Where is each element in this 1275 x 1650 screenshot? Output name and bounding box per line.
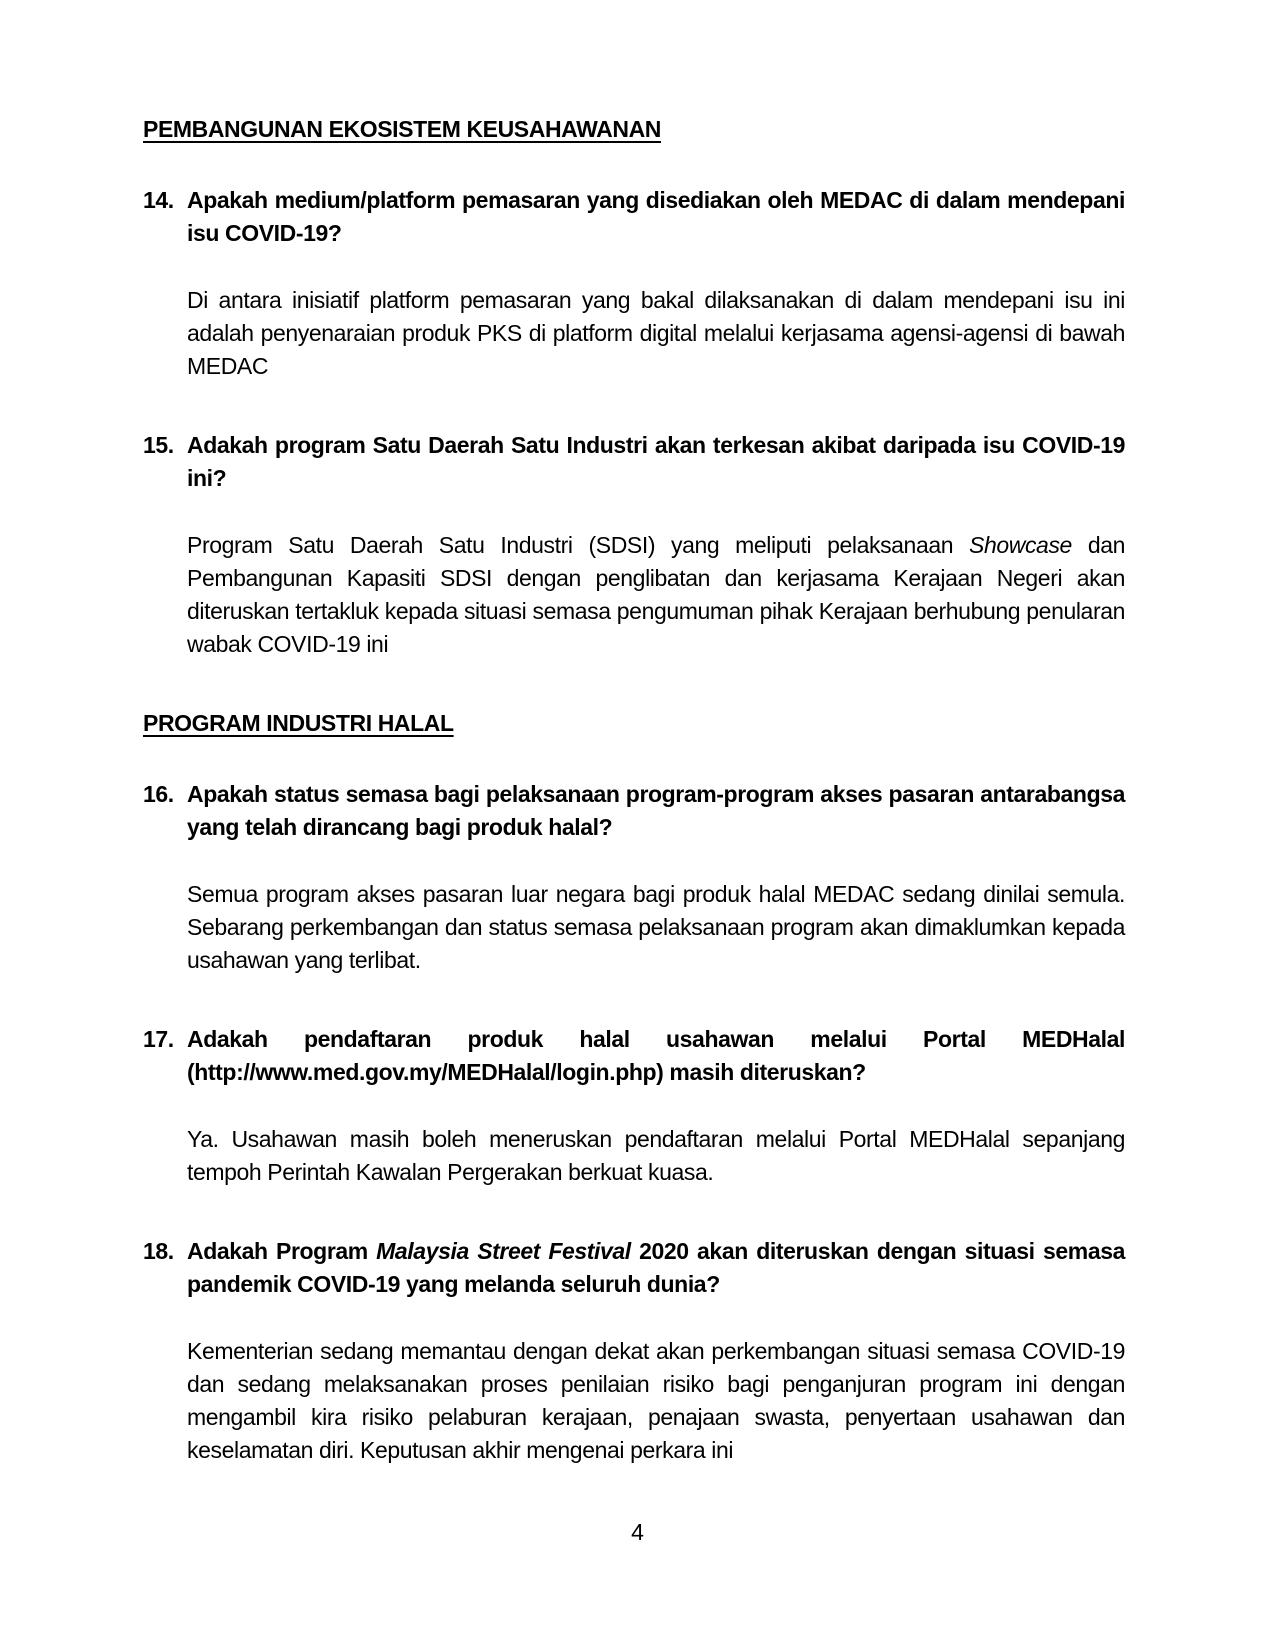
faq-item-17 — [143, 1023, 1125, 1189]
answer-text: Program Satu Daerah Satu Industri (SDSI) yang meliputi pelaksanaan Showcase dan Pembangunan Kapasiti SDSI dengan penglibatan dan kerjasama Kerajaan Negeri akan diteruskan tertakluk kepada situasi semasa pengumuman pihak Kerajaan berhubung penularan wabak COVID-19 ini — [187, 532, 1125, 657]
section-heading-program-industri-halal: PROGRAM INDUSTRI HALAL — [143, 710, 454, 736]
page-number: 4 — [631, 1519, 644, 1545]
faq-item-15 — [143, 429, 1125, 661]
answer-text: Ya. Usahawan masih boleh meneruskan pendaftaran melalui Portal MEDHalal sepanjang tempoh Perintah Kawalan Pergerakan berkuat kuasa. — [187, 1126, 1125, 1185]
faq-item-14 — [143, 184, 1125, 383]
question-text: Adakah pendaftaran produk halal usahawan melalui Portal MEDHalal (http://www.med.gov.my/MEDHalal/login.php) masih diteruskan? — [187, 1026, 1125, 1085]
faq-item-16 — [143, 778, 1125, 977]
faq-item-18 — [143, 1235, 1125, 1467]
question-text: Adakah program Satu Daerah Satu Industri akan terkesan akibat daripada isu COVID-19 ini? — [187, 432, 1125, 491]
question-number: 17. — [143, 1026, 174, 1052]
question-number: 16. — [143, 781, 174, 807]
question-14 — [143, 184, 1125, 250]
question-17 — [143, 1023, 1125, 1089]
question-text: Apakah status semasa bagi pelaksanaan program-program akses pasaran antarabangsa yang telah dirancang bagi produk halal? — [187, 781, 1125, 840]
question-number: 15. — [143, 432, 174, 458]
section-heading-pembangunan-ekosistem: PEMBANGUNAN EKOSISTEM KEUSAHAWANAN — [143, 116, 661, 142]
answer-text: Di antara inisiatif platform pemasaran yang bakal dilaksanakan di dalam mendepani isu ini adalah penyenaraian produk PKS di platform digital melalui kerjasama agensi-agensi di bawah MEDAC — [187, 287, 1125, 379]
question-18 — [143, 1235, 1125, 1301]
question-16 — [143, 778, 1125, 844]
answer-text: Kementerian sedang memantau dengan dekat akan perkembangan situasi semasa COVID-19 dan sedang melaksanakan proses penilaian risiko bagi penganjuran program ini dengan mengambil kira risiko pelaburan kerajaan, penajaan swasta, penyertaan usahawan dan keselamatan diri. Keputusan akhir mengenai perkara ini — [187, 1338, 1125, 1463]
question-number: 14. — [143, 187, 174, 213]
answer-text: Semua program akses pasaran luar negara bagi produk halal MEDAC sedang dinilai semula. Sebarang perkembangan dan status semasa pelaksanaan program akan dimaklumkan kepada usahawan yang terlibat. — [187, 881, 1125, 973]
question-15 — [143, 429, 1125, 495]
question-text: Apakah medium/platform pemasaran yang disediakan oleh MEDAC di dalam mendepani isu COVID-19? — [187, 187, 1125, 246]
question-text: Adakah Program Malaysia Street Festival 2020 akan diteruskan dengan situasi semasa pandemik COVID-19 yang melanda seluruh dunia? — [187, 1238, 1125, 1297]
question-number: 18. — [143, 1238, 174, 1264]
